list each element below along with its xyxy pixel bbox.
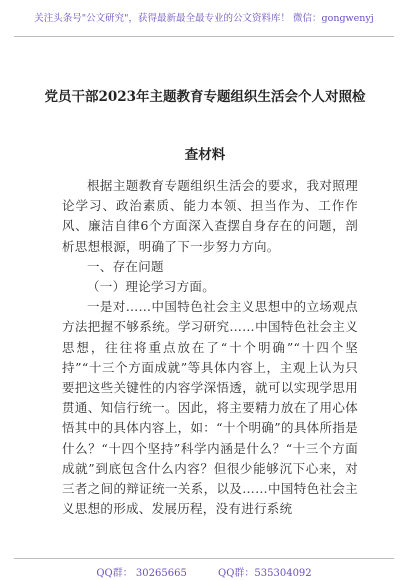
- page-footer: [0, 564, 408, 579]
- subsection-heading: （一）理论学习方面。: [87, 279, 216, 295]
- footer-divider: [14, 558, 394, 559]
- qq-group-2: QQ群：535304092: [218, 568, 312, 579]
- document-title: 党员干部2023年主题教育专题组织生活会个人对照检查材料: [44, 89, 366, 163]
- section-heading: 一、存在问题: [87, 258, 164, 274]
- header-divider: [14, 36, 394, 37]
- page-header-banner: 关注头条号"公文研究"，获得最新最全最专业的公文资料库！ 微信：gongwenyj: [34, 13, 374, 24]
- body-paragraph: 一是对……中国特色社会主义思想中的立场观点方法把握不够系统。学习研究……中国特色社会主义思想，往往将重点放在了“十个明确”“十四个坚持”“十三个方面成就”等具体内容上，主观上认为只要把这些关键性的内容学深悟透，就可以实现学思用贯通、知信行统一。因此，将主要精力放在了用心体悟其中的具体内容上，如：“十个明确”的具体所指是什么？“十四个坚持”科学内涵是什么？“十三个方面成就”到底包含什么内容？但很少能够沉下心来，对三者之间的辩证统一关系，以及……中国特色社会主义思想的形成、发展历程，没有进行系统: [62, 299, 358, 517]
- intro-paragraph: 根据主题教育专题组织生活会的要求，我对照理论学习、政治素质、能力本领、担当作为、工作作风、廉洁自律6个方面深入查摆自身存在的问题，剖析思想根源，明确了下一步努力方向。: [62, 178, 358, 254]
- qq-group-1: QQ群： 30265665: [96, 568, 187, 579]
- document-body: [62, 176, 358, 519]
